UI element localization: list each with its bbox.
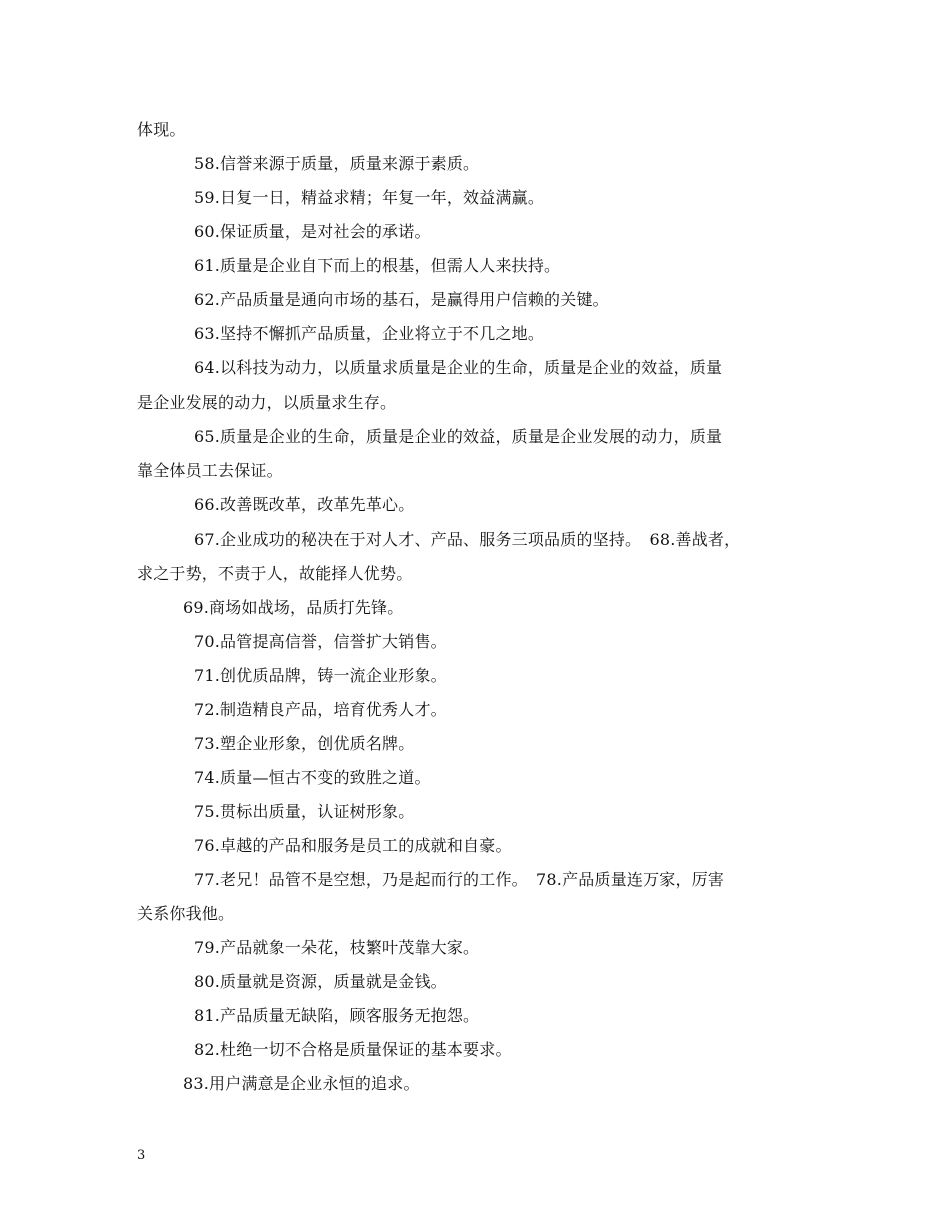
text-line: 75.贯标出质量，认证树形象。 xyxy=(194,802,415,821)
text-line: 80.质量就是资源，质量就是金钱。 xyxy=(194,972,447,991)
text-line: 是企业发展的动力，以质量求生存。 xyxy=(137,393,397,412)
text-line: 63.坚持不懈抓产品质量，企业将立于不几之地。 xyxy=(194,324,545,343)
text-line: 73.塑企业形象，创优质名牌。 xyxy=(194,734,415,753)
text-line: 关系你我他。 xyxy=(137,904,235,923)
text-line: 64.以科技为动力，以质量求质量是企业的生命，质量是企业的效益，质量 xyxy=(194,358,723,377)
text-line: 74.质量—恒古不变的致胜之道。 xyxy=(194,768,431,787)
page-number: 3 xyxy=(137,1148,146,1163)
text-line: 66.改善既改革，改革先革心。 xyxy=(194,495,415,514)
text-line: 59.日复一日，精益求精；年复一年，效益满赢。 xyxy=(194,188,545,207)
text-line: 79.产品就象一朵花，枝繁叶茂靠大家。 xyxy=(194,938,480,957)
text-line: 82.杜绝一切不合格是质量保证的基本要求。 xyxy=(194,1040,512,1059)
text-line: 76.卓越的产品和服务是员工的成就和自豪。 xyxy=(194,836,512,855)
text-line: 70.品管提高信誉，信誉扩大销售。 xyxy=(194,632,447,651)
text-line: 83.用户满意是企业永恒的追求。 xyxy=(183,1074,420,1093)
text-line: 65.质量是企业的生命，质量是企业的效益，质量是企业发展的动力，质量 xyxy=(194,427,723,446)
text-line: 72.制造精良产品，培育优秀人才。 xyxy=(194,700,447,719)
text-line: 62.产品质量是通向市场的基石，是赢得用户信赖的关键。 xyxy=(194,290,609,309)
text-line: 71.创优质品牌，铸一流企业形象。 xyxy=(194,666,447,685)
text-line: 靠全体员工去保证。 xyxy=(137,461,283,480)
text-line: 60.保证质量，是对社会的承诺。 xyxy=(194,222,431,241)
text-line: 61.质量是企业自下而上的根基，但需人人来扶持。 xyxy=(194,256,561,275)
text-line: 69.商场如战场，品质打先锋。 xyxy=(183,598,404,617)
text-line: 81.产品质量无缺陷，顾客服务无抱怨。 xyxy=(194,1006,480,1025)
text-line: 67.企业成功的秘决在于对人才、产品、服务三项品质的坚持。 68.善战者， xyxy=(194,530,741,549)
text-line: 体现。 xyxy=(137,120,186,139)
text-line: 58.信誉来源于质量，质量来源于素质。 xyxy=(194,154,480,173)
text-line: 77.老兄！品管不是空想，乃是起而行的工作。 78.产品质量连万家，厉害 xyxy=(194,870,725,889)
text-line: 求之于势，不责于人，故能择人优势。 xyxy=(137,564,413,583)
